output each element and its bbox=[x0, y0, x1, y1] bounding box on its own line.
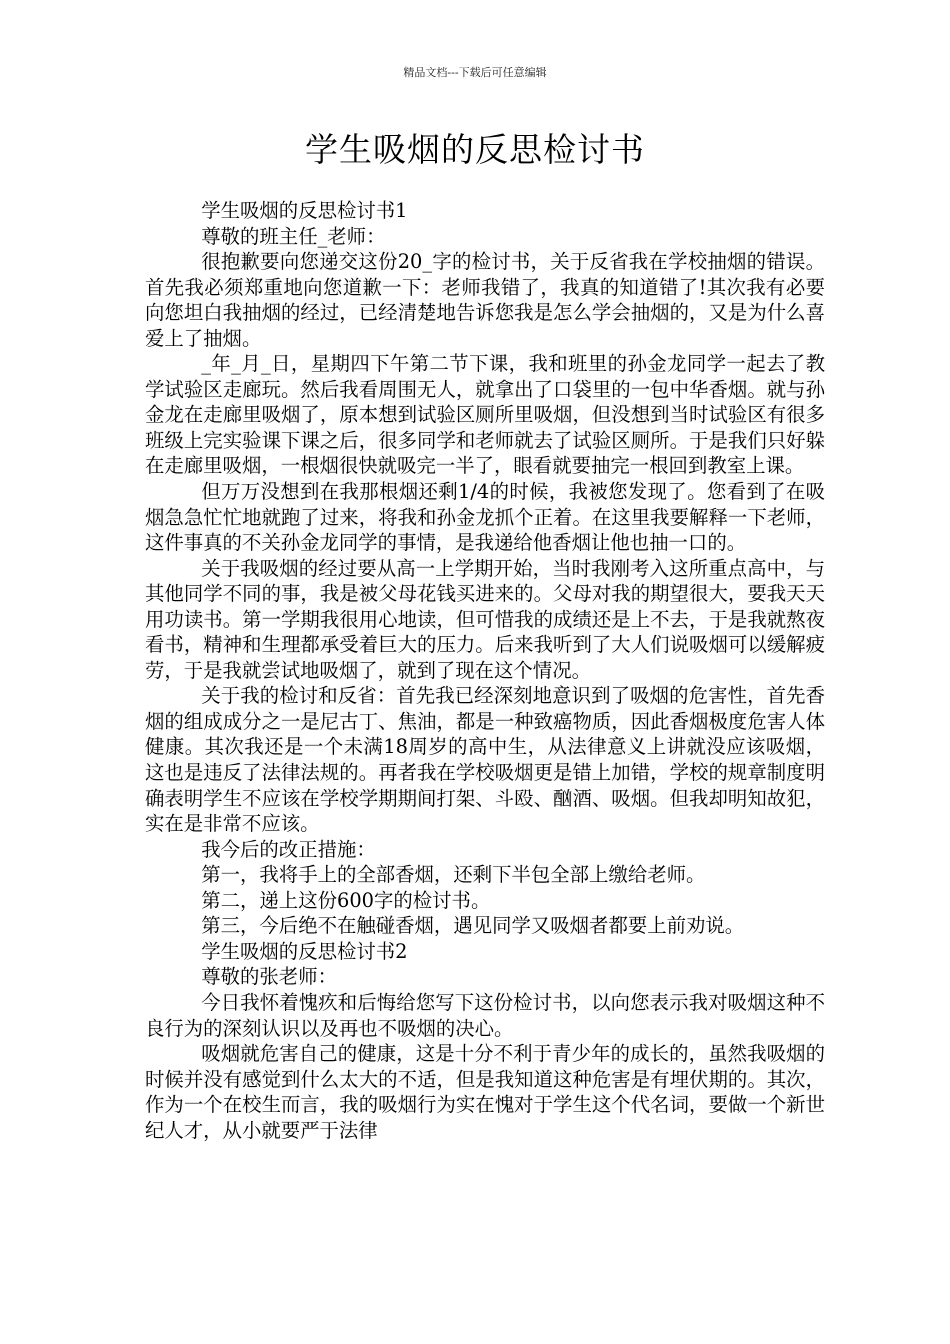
salutation-2: 尊敬的张老师： bbox=[201, 965, 337, 989]
measure-item: 第三，今后绝不在触碰香烟，遇见同学又吸烟者都要上前劝说。 bbox=[201, 914, 745, 938]
body-paragraph: 很抱歉要向您递交这份20_字的检讨书，关于反省我在学校抽烟的错误。首先我必须郑重地向您道歉一下：老师我错了，我真的知道错了!其次我有必要向您坦白我抽烟的经过，已经清楚地告诉您我是怎么学会抽烟的，又是为什么喜爱上了抽烟。 bbox=[145, 250, 825, 350]
section-heading-2: 学生吸烟的反思检讨书2 bbox=[201, 939, 408, 963]
salutation-1: 尊敬的班主任_老师： bbox=[201, 224, 386, 248]
body-paragraph: _年_月_日，星期四下午第二节下课，我和班里的孙金龙同学一起去了教学试验区走廊玩。然后我看周围无人，就拿出了口袋里的一包中华香烟。就与孙金龙在走廊里吸烟了，原本想到试验区厕所里吸烟，但没想到当时试验区有很多班级上完实验课下课之后，很多同学和老师就去了试验区厕所。于是我们只好躲在走廊里吸烟，一根烟很快就吸完一半了，眼看就要抽完一根回到教室上课。 bbox=[145, 352, 825, 478]
document-title: 学生吸烟的反思检讨书 bbox=[305, 130, 645, 169]
measure-item: 第二，递上这份600字的检讨书。 bbox=[201, 888, 491, 912]
section-heading-1: 学生吸烟的反思检讨书1 bbox=[201, 199, 408, 222]
body-paragraph: 吸烟就危害自己的健康，这是十分不利于青少年的成长的，虽然我吸烟的时候并没有感觉到什么太大的不适，但是我知道这种危害是有埋伏期的。其次，作为一个在校生而言，我的吸烟行为实在愧对于学生这个代名词，要做一个新世纪人才，从小就要严于法律 bbox=[145, 1042, 825, 1142]
document-body bbox=[145, 198, 825, 1143]
body-paragraph: 但万万没想到在我那根烟还剩1/4的时候，我被您发现了。您看到了在吸烟急急忙忙地就跑了过来，将我和孙金龙抓个正着。在这里我要解释一下老师，这件事真的不关孙金龙同学的事情，是我递给他香烟让他也抽一口的。 bbox=[145, 480, 825, 555]
measure-item: 第一，我将手上的全部香烟，还剩下半包全部上缴给老师。 bbox=[201, 863, 706, 887]
body-paragraph: 关于我吸烟的经过要从高一上学期开始，当时我刚考入这所重点高中，与其他同学不同的事，我是被父母花钱买进来的。父母对我的期望很大，要我天天用功读书。第一学期我很用心地读，但可惜我的成绩还是上不去，于是我就熬夜看书，精神和生理都承受着巨大的压力。后来我听到了大人们说吸烟可以缓解疲劳，于是我就尝试地吸烟了，就到了现在这个情况。 bbox=[145, 556, 825, 682]
body-paragraph: 关于我的检讨和反省：首先我已经深刻地意识到了吸烟的危害性，首先香烟的组成成分之一是尼古丁、焦油，都是一种致癌物质，因此香烟极度危害人体健康。其次我还是一个未满18周岁的高中生，从法律意义上讲就没应该吸烟，这也是违反了法律法规的。再者我在学校吸烟更是错上加错，学校的规章制度明确表明学生不应该在学校学期期间打架、斗殴、酗酒、吸烟。但我却明知故犯，实在是非常不应该。 bbox=[145, 684, 825, 836]
measures-intro: 我今后的改正措施： bbox=[201, 837, 376, 861]
body-paragraph: 今日我怀着愧疚和后悔给您写下这份检讨书，以向您表示我对吸烟这种不良行为的深刻认识以及再也不吸烟的决心。 bbox=[145, 990, 825, 1040]
page-header-note: 精品文档---下载后可任意编辑 bbox=[403, 66, 547, 79]
